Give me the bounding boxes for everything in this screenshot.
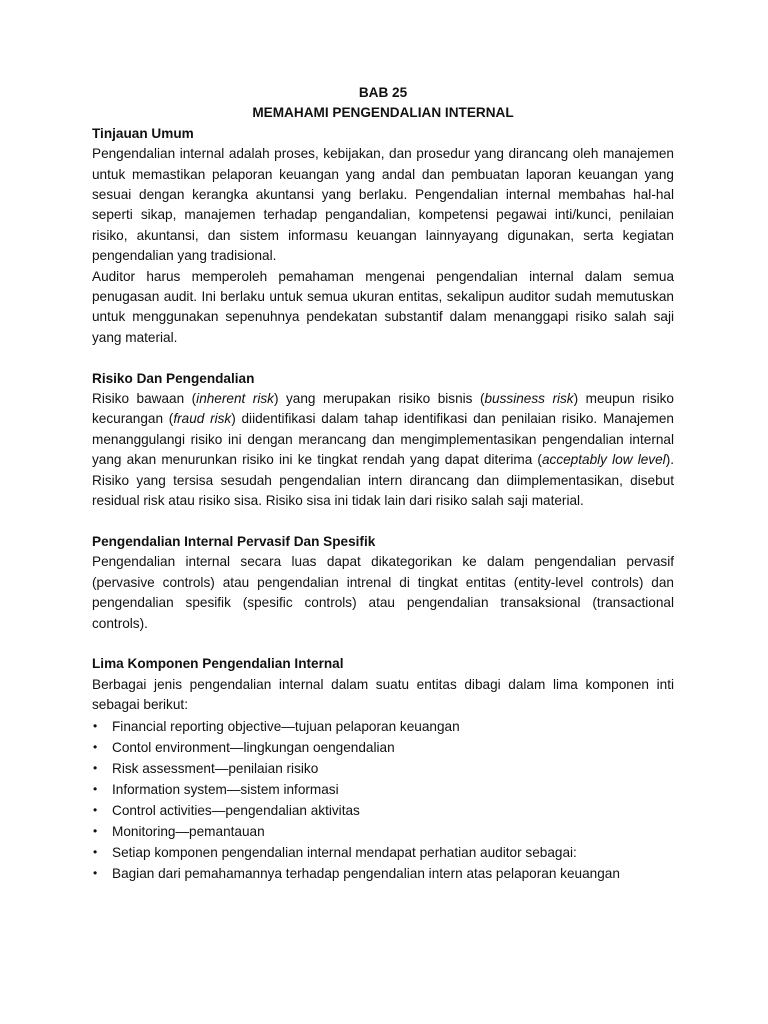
spacer: [92, 348, 674, 368]
chapter-number: BAB 25: [358, 85, 408, 100]
list-item-text: Contol environment—lingkungan oengendalian: [112, 739, 395, 755]
bullet-icon: •: [93, 845, 98, 860]
text-run: Risiko bawaan (: [92, 391, 197, 407]
chapter-title: MEMAHAMI PENGENDALIAN INTERNAL: [252, 105, 514, 121]
spacer: [92, 634, 674, 654]
list-item-text: Bagian dari pemahamannya terhadap pengendalian intern atas pelaporan keuangan: [112, 866, 620, 882]
paragraph-lima-komponen: Berbagai jenis pengendalian internal dalam suatu entitas dibagi dalam lima komponen inti sebagai berikut:: [92, 676, 674, 713]
italic-term-acceptably-low-level: acceptably low level: [541, 452, 666, 468]
list-item-text: Monitoring—pemantauan: [112, 824, 265, 840]
section-heading-pervasif-spesifik: Pengendalian Internal Pervasif Dan Spesifik: [92, 533, 376, 549]
italic-term-inherent-risk: inherent risk: [196, 391, 274, 407]
bullet-icon: •: [93, 781, 98, 796]
bullet-icon: •: [93, 802, 98, 817]
paragraph-risiko: [92, 389, 674, 511]
list-item-text: Control activities—pengendalian aktivitas: [112, 802, 360, 818]
list-item-text: Setiap komponen pengendalian internal mendapat perhatian auditor sebagai:: [112, 845, 577, 861]
paragraph-pervasif-spesifik: Pengendalian internal secara luas dapat dikategorikan ke dalam pengendalian pervasif (pervasive controls) atau pengendalian intrenal di tingkat entitas (entity-level controls) dan pengendalian spesifik (spesific controls) atau pengendalian transaksional (transactional controls).: [92, 554, 674, 631]
list-item: [92, 779, 674, 800]
section-heading-lima-komponen: Lima Komponen Pengendalian Internal: [92, 656, 344, 672]
list-item: [92, 758, 674, 779]
list-item-text: Financial reporting objective—tujuan pelaporan keuangan: [112, 718, 460, 734]
list-item: [92, 716, 674, 737]
bullet-icon: •: [93, 718, 98, 733]
text-run: ) yang merupakan risiko bisnis (: [273, 391, 485, 407]
paragraph-overview-1: Pengendalian internal adalah proses, kebijakan, dan prosedur yang dirancang oleh manajemen untuk memastikan pelaporan keuangan yang andal dan pembuatan laporan keuangan yang sesuai dengan kerangka akuntansi yang berlaku. Pengendalian internal membahas hal-hal seperti sikap, manajemen terhadap pengandalian, kompetensi pegawai inti/kunci, penilaian risiko, akuntansi, dan sistem informasu keuangan lainnyayang digunakan, serta kegiatan pengendalian yang tradisional.: [92, 146, 674, 264]
bullet-icon: •: [93, 866, 98, 881]
italic-term-fraud-risk: fraud risk: [173, 411, 232, 427]
text-run: ) diidentifikasi dalam tahap identifikasi dan penilaian risiko. Manajemen menanggulangi risiko ini dengan merancang dan mengimplementasikan pengendalian internal yang akan menurunkan risiko ini ke tingkat rendah yang dapat diterima (: [92, 411, 674, 468]
list-item: [92, 800, 674, 821]
list-item: [92, 821, 674, 842]
bullet-icon: •: [93, 824, 98, 839]
spacer: [92, 512, 674, 532]
section-heading-tinjauan-umum: Tinjauan Umum: [92, 125, 194, 141]
italic-term-business-risk: bussiness risk: [484, 391, 574, 407]
list-item: [92, 737, 674, 758]
text-run: ) meupun risiko kecurangan (: [92, 391, 674, 427]
bullet-icon: •: [93, 739, 98, 754]
component-list: [92, 716, 674, 885]
list-item: [92, 863, 674, 884]
list-item-text: Information system—sistem informasi: [112, 781, 339, 797]
text-run: ). Risiko yang tersisa sesudah pengendalian intern dirancang dan diimplementasikan, disebut residual risk atau risiko sisa. Risiko sisa ini tidak lain dari risiko salah saji material.: [92, 452, 674, 509]
paragraph-overview-2: Auditor harus memperoleh pemahaman mengenai pengendalian internal dalam semua penugasan audit. Ini berlaku untuk semua ukuran entitas, sekalipun auditor sudah memutuskan untuk menggunakan sepenuhnya pendekatan substantif dalam menanggapi risiko salah saji yang material.: [92, 268, 674, 345]
list-item-text: Risk assessment—penilaian risiko: [112, 760, 319, 776]
section-heading-risiko: Risiko Dan Pengendalian: [92, 370, 255, 386]
document-page: [92, 83, 674, 884]
list-item: [92, 842, 674, 863]
bullet-icon: •: [93, 760, 98, 775]
